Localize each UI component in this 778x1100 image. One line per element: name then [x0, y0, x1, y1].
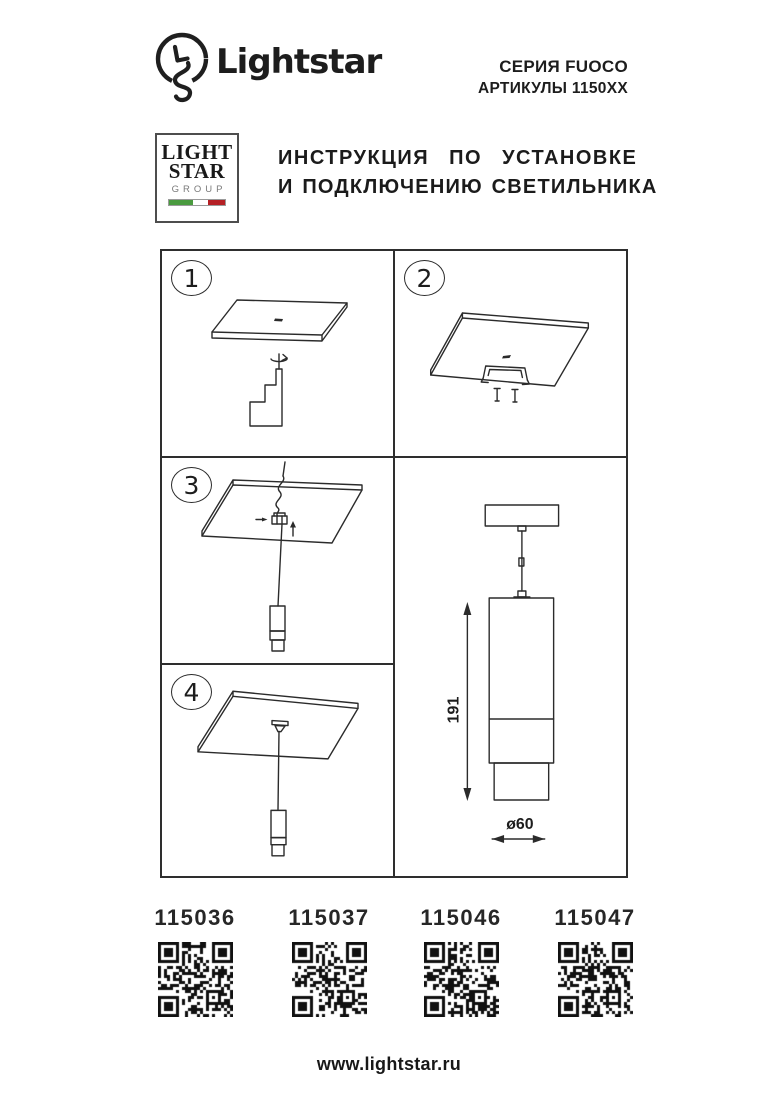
italian-flag-stripe	[168, 199, 226, 206]
series-title: СЕРИЯ FUOCO	[499, 57, 628, 76]
qr-code	[558, 942, 633, 1017]
article-item	[135, 905, 255, 1017]
step-number: 1	[183, 263, 200, 293]
article-code: 115036	[154, 905, 236, 930]
article-codes-row	[0, 905, 778, 1035]
lightstar-bulb-logo-icon	[150, 30, 214, 108]
instruction-steps-grid	[160, 249, 628, 878]
article-item	[269, 905, 389, 1017]
page-title	[278, 144, 658, 202]
article-code: 115047	[554, 905, 636, 930]
flag-white-segment	[193, 200, 209, 205]
qr-code	[292, 942, 367, 1017]
page-title-line1: ИНСТРУКЦИЯ ПО УСТАНОВКЕ	[278, 147, 638, 169]
step-2-number-badge	[404, 260, 445, 296]
step-number: 3	[183, 470, 200, 500]
step-number: 2	[416, 263, 433, 293]
step-3-number-badge	[171, 467, 212, 503]
lightstar-group-logo	[155, 133, 239, 223]
article-item	[535, 905, 655, 1017]
flag-green-segment	[169, 200, 193, 205]
diameter-dimension-label: ø60	[506, 815, 534, 834]
step-4-number-badge	[171, 674, 212, 710]
article-code: 115046	[420, 905, 502, 930]
step-2-panel	[395, 251, 626, 458]
group-logo-light: LIGHT	[161, 140, 233, 164]
qr-code	[424, 942, 499, 1017]
qr-code	[158, 942, 233, 1017]
step-1-number-badge	[171, 260, 212, 296]
article-item	[401, 905, 521, 1017]
pendant-dimension-drawing	[395, 458, 626, 876]
series-block	[400, 56, 628, 99]
step-3-panel	[162, 458, 395, 665]
brand-wordmark: Lightstar	[216, 42, 382, 82]
website-url: www.lightstar.ru	[316, 1054, 462, 1074]
group-logo-group: GROUP	[171, 184, 227, 195]
dimension-panel	[395, 458, 626, 876]
flag-red-segment	[208, 200, 225, 205]
page-title-line2: И ПОДКЛЮЧЕНИЮ СВЕТИЛЬНИКА	[278, 176, 658, 198]
step-1-panel	[162, 251, 395, 458]
article-code: 115037	[288, 905, 370, 930]
group-logo-star: STAR	[168, 159, 226, 183]
step-number: 4	[183, 677, 200, 707]
series-articles: АРТИКУЛЫ 1150XX	[478, 80, 628, 97]
step-4-panel	[162, 665, 395, 876]
height-dimension-label: 191	[445, 696, 463, 724]
